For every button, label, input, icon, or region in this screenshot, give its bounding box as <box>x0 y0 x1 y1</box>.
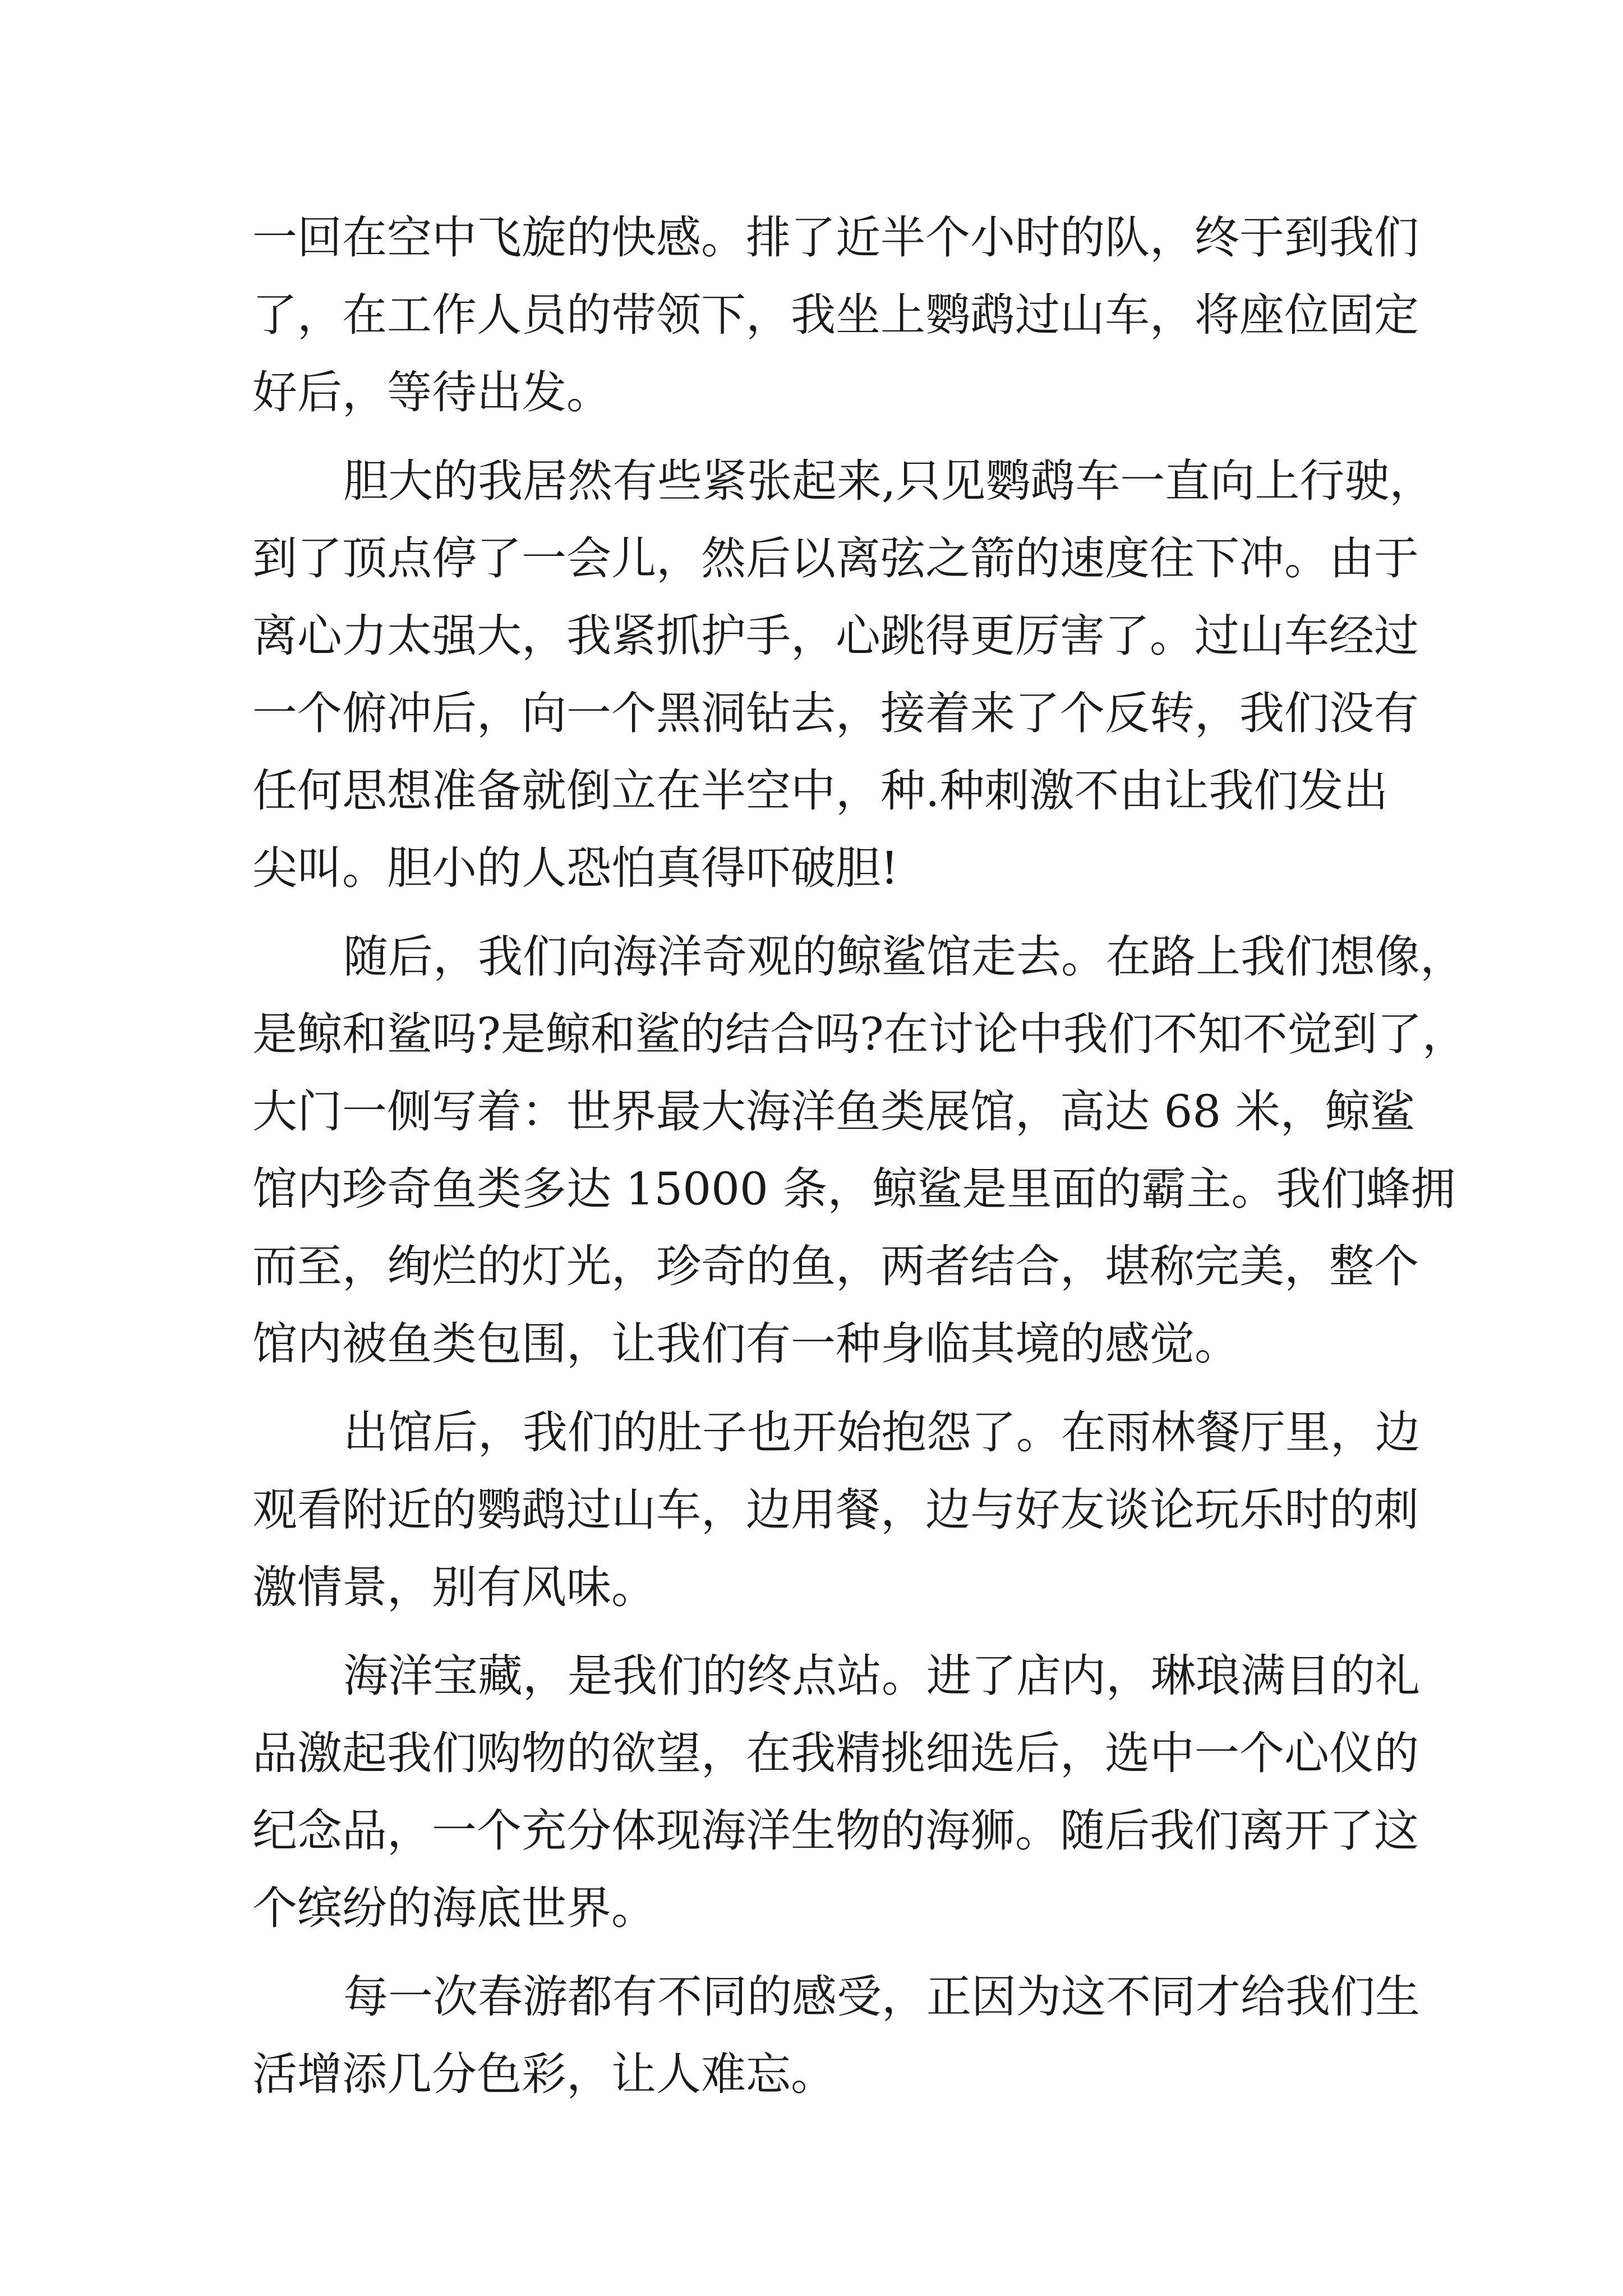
text-line: 随后，我们向海洋奇观的鲸鲨馆走去。在路上我们想像， <box>343 931 1465 983</box>
text-line: 馆内珍奇鱼类多达 15000 条，鲸鲨是里面的霸主。我们蜂拥 <box>252 1163 1456 1215</box>
text-line: 任何思想准备就倒立在半空中，种.种刺激不由让我们发出 <box>252 765 1389 817</box>
document-body <box>252 199 1467 2113</box>
text-line: 纪念品，一个充分体现海洋生物的海狮。随后我们离开了这 <box>252 1805 1419 1857</box>
text-line: 好后，等待出发。 <box>252 366 611 418</box>
paragraph-spacer <box>252 1383 1385 1394</box>
text-line: 品激起我们购物的欲望，在我精挑细选后，选中一个心仪的 <box>252 1727 1419 1779</box>
paragraph <box>252 918 1467 1383</box>
text-line: 激情景，别有风味。 <box>252 1561 656 1613</box>
paragraph-spacer <box>252 1626 1385 1637</box>
text-line: 是鲸和鲨吗?是鲸和鲨的结合吗?在讨论中我们不知不觉到了， <box>252 1008 1467 1060</box>
text-line: 而至，绚烂的灯光，珍奇的鱼，两者结合，堪称完美，整个 <box>252 1240 1419 1292</box>
text-line: 每一次春游都有不同的感受，正因为这不同才给我们生 <box>343 1971 1420 2023</box>
paragraph <box>252 1958 1420 2113</box>
text-line: 一回在空中飞旋的快感。排了近半个小时的队，终于到我们 <box>252 211 1419 264</box>
text-line: 个缤纷的海底世界。 <box>252 1882 656 1934</box>
text-line: 胆大的我居然有些紧张起来,只见鹦鹉车一直向上行驶， <box>343 455 1435 507</box>
text-line: 活增添几分色彩，让人难忘。 <box>252 2048 836 2100</box>
text-line: 了，在工作人员的带领下，我坐上鹦鹉过山车，将座位固定 <box>252 289 1419 341</box>
text-line: 观看附近的鹦鹉过山车，边用餐，边与好友谈论玩乐时的刺 <box>252 1484 1419 1536</box>
text-line: 一个俯冲后，向一个黑洞钻去，接着来了个反转，我们没有 <box>252 687 1419 739</box>
text-line: 馆内被鱼类包围，让我们有一种身临其境的感觉。 <box>252 1318 1239 1370</box>
text-line: 海洋宝藏，是我们的终点站。进了店内，琳琅满目的礼 <box>343 1650 1420 1702</box>
paragraph-spacer <box>252 907 1385 918</box>
text-line: 出馆后，我们的肚子也开始抱怨了。在雨林餐厅里，边 <box>343 1406 1420 1458</box>
paragraph <box>252 1394 1420 1626</box>
text-line: 到了顶点停了一会儿，然后以离弦之箭的速度往下冲。由于 <box>252 532 1419 585</box>
text-line: 尖叫。胆小的人恐怕真得吓破胆! <box>252 842 899 894</box>
paragraph <box>252 1637 1420 1947</box>
text-line: 离心力太强大，我紧抓护手，心跳得更厉害了。过山车经过 <box>252 610 1419 662</box>
paragraph-spacer <box>252 1947 1385 1958</box>
text-line: 大门一侧写着：世界最大海洋鱼类展馆，高达 68 米，鲸鲨 <box>252 1085 1415 1138</box>
paragraph <box>252 199 1419 431</box>
paragraph <box>252 443 1435 907</box>
paragraph-spacer <box>252 431 1385 443</box>
